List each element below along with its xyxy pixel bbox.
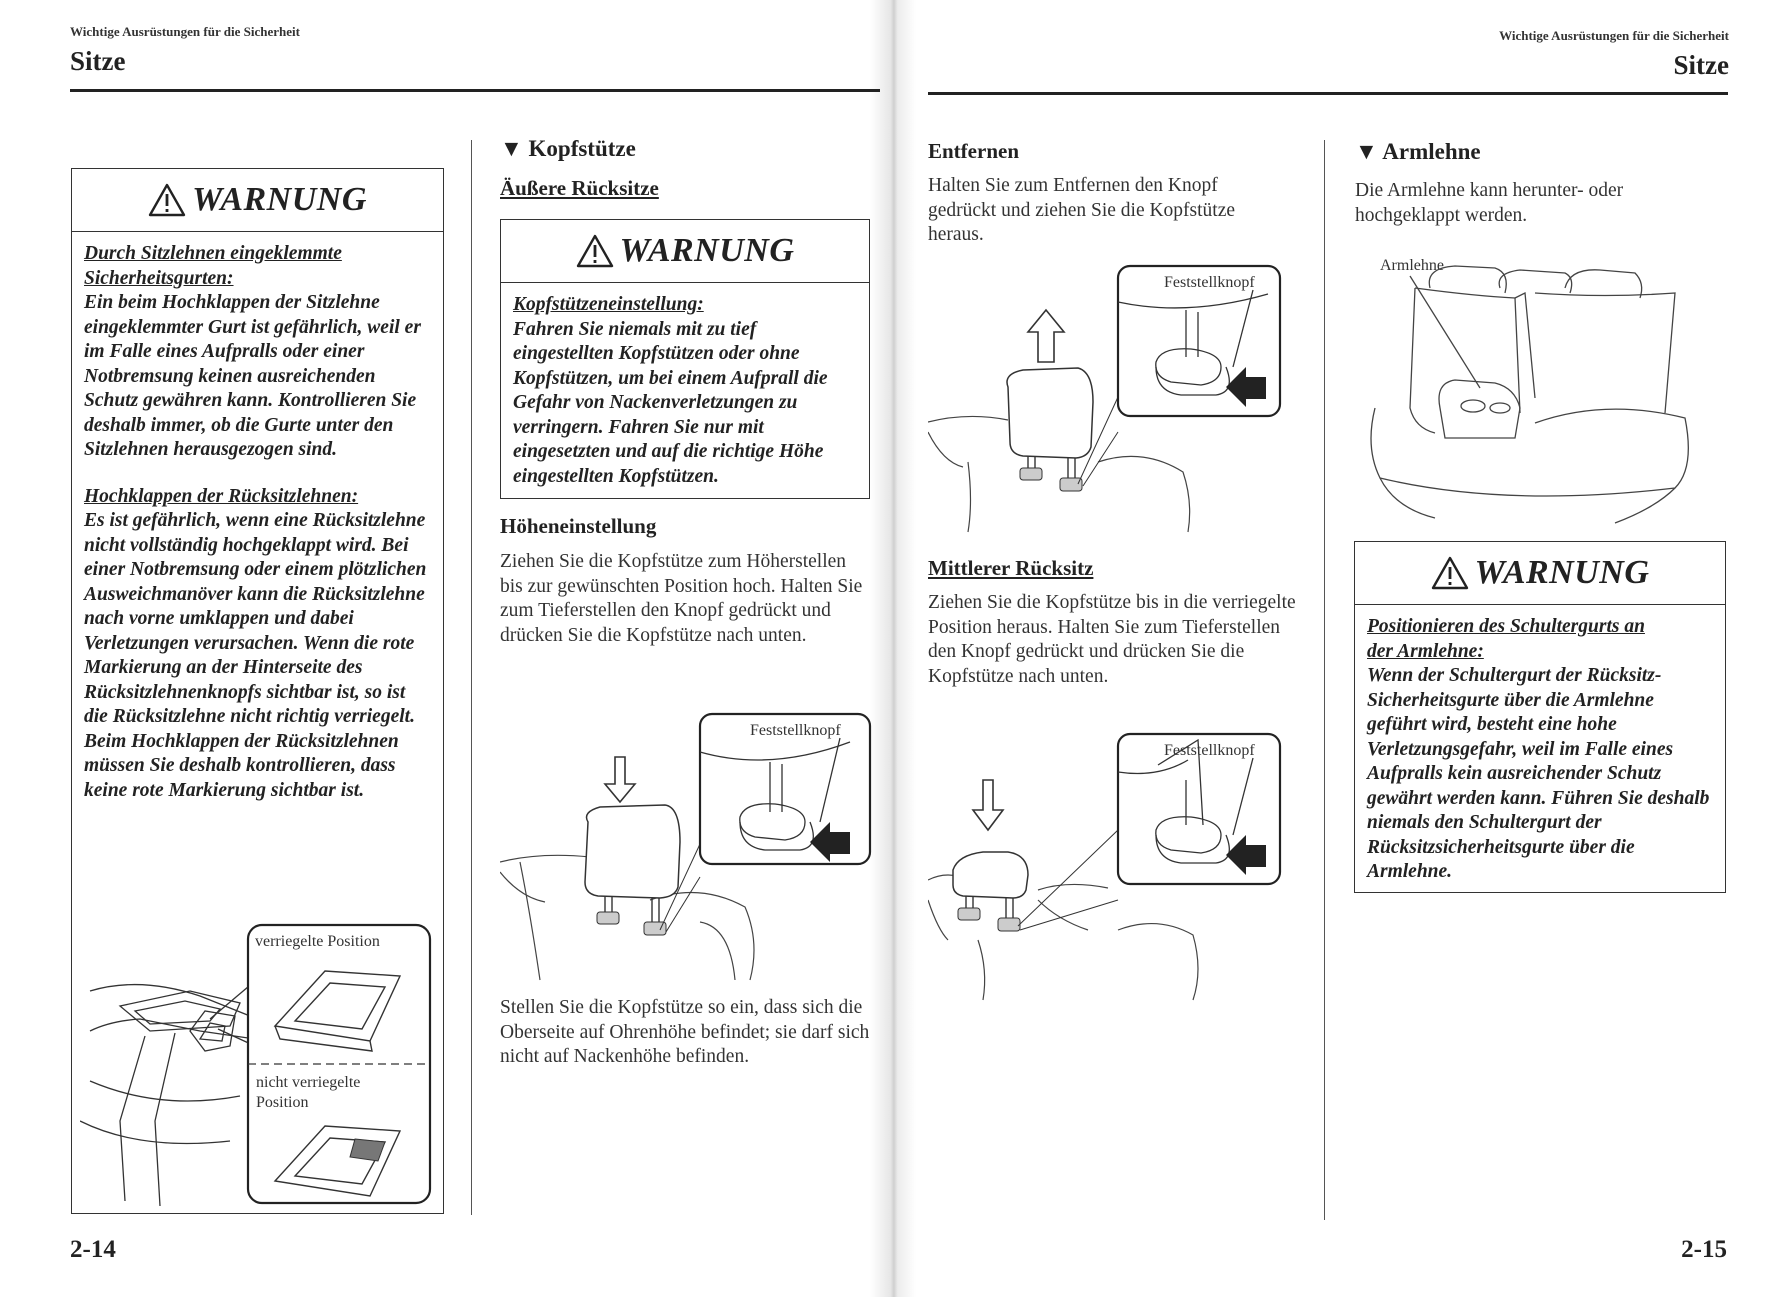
warning-heading-2: Hochklappen der Rücksitzlehnen: [84, 485, 359, 507]
warning-box-armrest [1354, 541, 1726, 893]
warning-heading: Durch Sitzlehnen eingeklemmte [84, 243, 342, 264]
warning-triangle-icon [148, 183, 186, 217]
warning-triangle-icon [576, 234, 614, 268]
middle-headrest-figure [928, 730, 1283, 1005]
warning-text: Fahren Sie niemals mit zu tief eingestellten Kopfstützen oder ohne Kopfstützen, um bei einem Aufprall die Gefahr von Nackenverletzungen zu verringern. Fahren Sie nur mit eingesetzten und auf die richtige Höhe eingestellten Kopfstützen. [513, 318, 828, 487]
left-page [0, 0, 880, 1297]
warning-body [72, 232, 443, 813]
headrest-remove-figure [928, 262, 1283, 537]
warning-triangle-icon [1431, 556, 1469, 590]
warning-heading-cont: Sicherheitsgurten: [84, 267, 234, 289]
section-title: Sitze [70, 46, 126, 76]
label-lock-button: Feststellknopf [1164, 274, 1255, 291]
heading-armrest [1355, 139, 1481, 165]
label-locked-position: verriegelte Position [255, 933, 380, 950]
label-lock-button: Feststellknopf [1164, 742, 1255, 759]
subheading-outer-rear-seats: Äußere Rücksitze [500, 176, 659, 200]
warning-title: WARNUNG [619, 232, 795, 269]
page-number: 2-15 [1681, 1236, 1727, 1263]
heading-kopfstuetze-label: Kopfstütze [528, 136, 636, 161]
running-head: Wichtige Ausrüstungen für die Sicherheit [70, 24, 300, 39]
warning-header [72, 169, 443, 232]
warning-heading-cont: der Armlehne: [1367, 640, 1484, 662]
heading-remove: Entfernen [928, 139, 1019, 163]
armrest-text: Die Armlehne kann herunter- oder hochgeklappt werden. [1355, 180, 1624, 226]
label-lock-button: Feststellknopf [750, 722, 841, 739]
heading-kopfstuetze [500, 136, 636, 162]
warning-box-seatbelt [71, 168, 444, 1214]
headrest-lower-figure [500, 712, 875, 982]
warning-body [1355, 605, 1725, 895]
warning-heading: Kopfstützeneinstellung: [513, 294, 704, 315]
heading-height-adjustment: Höheneinstellung [500, 514, 657, 538]
warning-text: Ein beim Hochklappen der Sitzlehne eingeklemmter Gurt ist gefährlich, weil er im Falle eines Aufpralls oder einer Notbremsung keinen ausreichenden Schutz gewähren kann. Kontrollieren Sie deshalb immer, ob die Gurte unter den Sitzlehnen herausgezogen sind. [84, 292, 421, 460]
label-armrest: Armlehne [1380, 257, 1444, 274]
remove-text: Halten Sie zum Entfernen den Knopf gedrückt und ziehen Sie die Kopfstütze heraus. [928, 175, 1236, 245]
warning-header [501, 220, 869, 283]
right-page [880, 0, 1769, 1297]
warning-text: Wenn der Schultergurt der Rücksitz-Sicherheitsgurte über die Armlehne geführt wird, besteht eine hohe Verletzungsgefahr, weil im Falle eines Aufpralls kein ausreichender Schutz gewährt werden kann. Führen Sie deshalb niemals den Schultergurt der Rücksitzsicherheitsgurte über die Armlehne. [1367, 665, 1710, 882]
label-unlocked-line1: nicht verriegelte [256, 1074, 361, 1091]
header-rule [928, 92, 1728, 95]
header-rule [70, 89, 880, 92]
warning-text-2: Es ist gefährlich, wenn eine Rücksitzlehne nicht vollständig hochgeklappt wird. Bei einer Notbremsung oder einem plötzlichen Ausweichmanöver kann die Rücksitzlehne nach vorne umklappen und dabei Verletzungen verursachen. Wenn die rote Markierung an der Hinterseite des Rücksitzlehnenknopfs sichtbar ist, so ist die Rücksitzlehne nicht richtig verriegelt. Beim Hochklappen der Rücksitzlehnen müssen Sie deshalb kontrollieren, dass keine rote Markierung sichtbar ist. [84, 510, 427, 801]
warning-box-headrest [500, 219, 870, 499]
note-text: Stellen Sie die Kopfstütze so ein, dass sich die Oberseite auf Ohrenhöhe befindet; sie darf sich nicht auf Nackenhöhe befinden. [500, 997, 870, 1067]
triangle-bullet-icon: ▼ [500, 136, 523, 161]
section-title: Sitze [1673, 50, 1729, 80]
warning-body [501, 283, 869, 499]
height-adjustment-text: Ziehen Sie die Kopfstütze zum Höherstellen bis zur gewünschten Position hoch. Halten Sie zum Tieferstellen den Knopf gedrückt und drücken Sie die Kopfstütze nach unten. [500, 551, 863, 646]
column-divider [1324, 140, 1325, 1220]
triangle-bullet-icon: ▼ [1355, 139, 1378, 164]
running-head: Wichtige Ausrüstungen für die Sicherheit [1499, 28, 1729, 43]
warning-title: WARNUNG [1474, 554, 1650, 591]
warning-title: WARNUNG [192, 181, 367, 218]
warning-header [1355, 542, 1725, 605]
column-divider [471, 140, 472, 1215]
heading-armrest-label: Armlehne [1382, 139, 1481, 164]
heading-middle-rear-seat: Mittlerer Rücksitz [928, 556, 1094, 580]
seatback-lock-figure [80, 921, 435, 1206]
middle-rear-seat-text: Ziehen Sie die Kopfstütze bis in die verriegelte Position heraus. Halten Sie zum Tieferstellen den Knopf gedrückt und drücken Sie die Kopfstütze nach unten. [928, 592, 1296, 687]
label-unlocked-line2: Position [256, 1094, 309, 1111]
page-number: 2-14 [70, 1236, 116, 1263]
armrest-figure [1355, 248, 1715, 526]
warning-heading: Positionieren des Schultergurts an [1367, 616, 1645, 637]
